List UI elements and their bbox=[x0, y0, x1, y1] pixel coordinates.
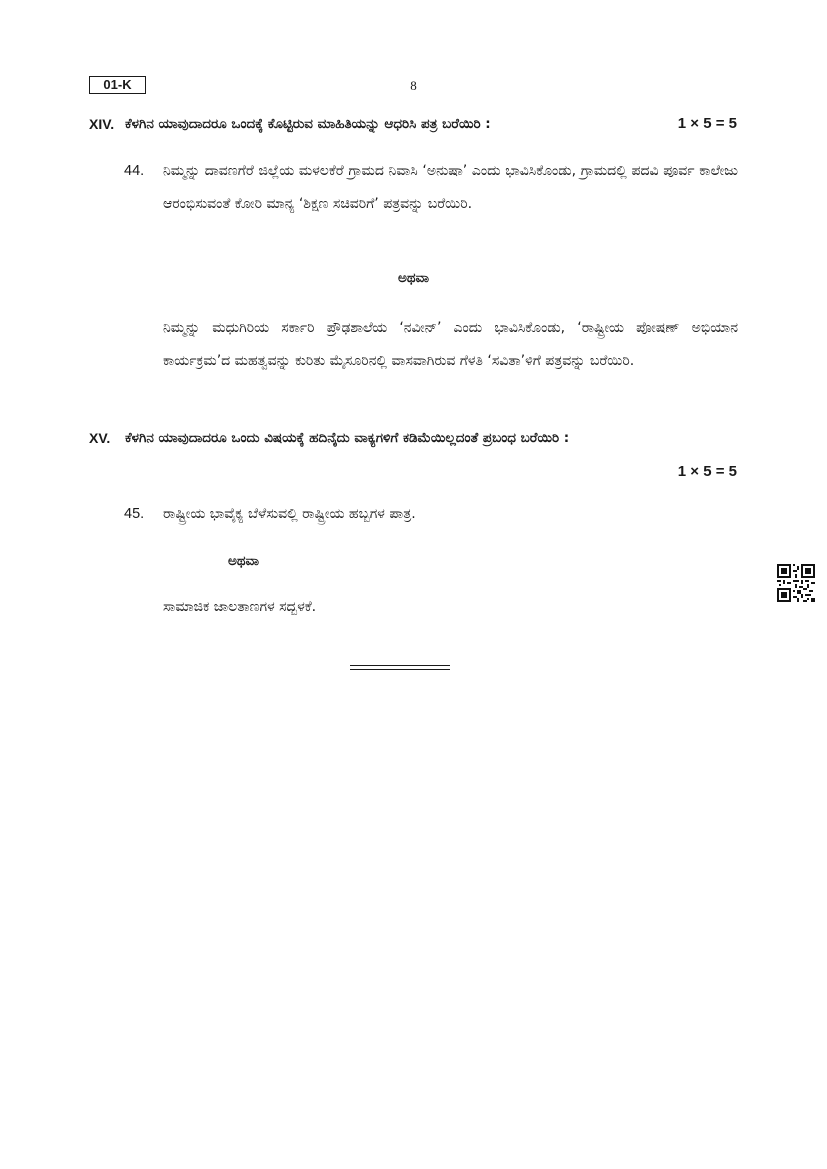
section-xiv-number: XIV. bbox=[89, 116, 115, 132]
question-44-or-label: ಅಥವಾ bbox=[397, 270, 430, 286]
question-45-or-label: ಅಥವಾ bbox=[228, 553, 260, 569]
question-45-option-b: ಸಾಮಾಜಿಕ ಜಾಲತಾಣಗಳ ಸದ್ಬಳಕೆ. bbox=[163, 599, 317, 615]
section-xv-number: XV. bbox=[89, 430, 111, 446]
section-xv-marks: 1 × 5 = 5 bbox=[677, 463, 737, 480]
question-44-option-b: ನಿಮ್ಮನ್ನು ಮಧುಗಿರಿಯ ಸರ್ಕಾರಿ ಪ್ರೌಢಶಾಲೆಯ ‘ನವೀನ್’ ಎಂದು ಭಾವಿಸಿಕೊಂಡು, ‘ರಾಷ್ಟ್ರೀಯ ಪೋಷಣ್ ಅಭಿಯಾನ ಕಾರ್ಯಕ್ರಮ’ದ ಮಹತ್ವವನ್ನು ಕುರಿತು ಮೈಸೂರಿನಲ್ಲಿ ವಾಸವಾಗಿರುವ ಗೆಳತಿ ‘ಸವಿತಾ’ಳಿಗೆ ಪತ್ರವನ್ನು ಬರೆಯಿರಿ. bbox=[163, 320, 738, 369]
question-45-number: 45. bbox=[124, 506, 145, 522]
page-number: 8 bbox=[410, 78, 417, 93]
paper-code-box: 01-K bbox=[89, 76, 146, 94]
question-45-option-a: ರಾಷ್ಟ್ರೀಯ ಭಾವೈಕ್ಯ ಬೆಳೆಸುವಲ್ಲಿ ರಾಷ್ಟ್ರೀಯ ಹಬ್ಬಗಳ ಪಾತ್ರ. bbox=[163, 506, 416, 522]
question-44-option-a: ನಿಮ್ಮನ್ನು ದಾವಣಗೆರೆ ಜಿಲ್ಲೆಯ ಮಳಲಕೆರೆ ಗ್ರಾಮದ ನಿವಾಸಿ ‘ಅನುಷಾ’ ಎಂದು ಭಾವಿಸಿಕೊಂಡು, ಗ್ರಾಮದಲ್ಲಿ ಪದವಿ ಪೂರ್ವ ಕಾಲೇಜು ಆರಂಭಿಸುವಂತೆ ಕೋರಿ ಮಾನ್ಯ ‘ಶಿಕ್ಷಣ ಸಚಿವರಿಗೆ’ ಪತ್ರವನ್ನು ಬರೆಯಿರಿ. bbox=[163, 163, 738, 212]
end-rule-top bbox=[350, 665, 450, 666]
section-xiv-heading: ಕೆಳಗಿನ ಯಾವುದಾದರೂ ಒಂದಕ್ಕೆ ಕೊಟ್ಟಿರುವ ಮಾಹಿತಿಯನ್ನು ಆಧರಿಸಿ ಪತ್ರ ಬರೆಯಿರಿ : bbox=[125, 116, 491, 132]
section-xv-heading: ಕೆಳಗಿನ ಯಾವುದಾದರೂ ಒಂದು ವಿಷಯಕ್ಕೆ ಹದಿನೈದು ವಾಕ್ಯಗಳಿಗೆ ಕಡಿಮೆಯಿಲ್ಲದಂತೆ ಪ್ರಬಂಧ ಬರೆಯಿರಿ : bbox=[125, 430, 570, 446]
end-rule-bottom bbox=[350, 669, 450, 670]
question-44-number: 44. bbox=[124, 163, 145, 179]
qr-code-icon bbox=[777, 564, 815, 602]
section-xiv-marks: 1 × 5 = 5 bbox=[677, 115, 737, 132]
